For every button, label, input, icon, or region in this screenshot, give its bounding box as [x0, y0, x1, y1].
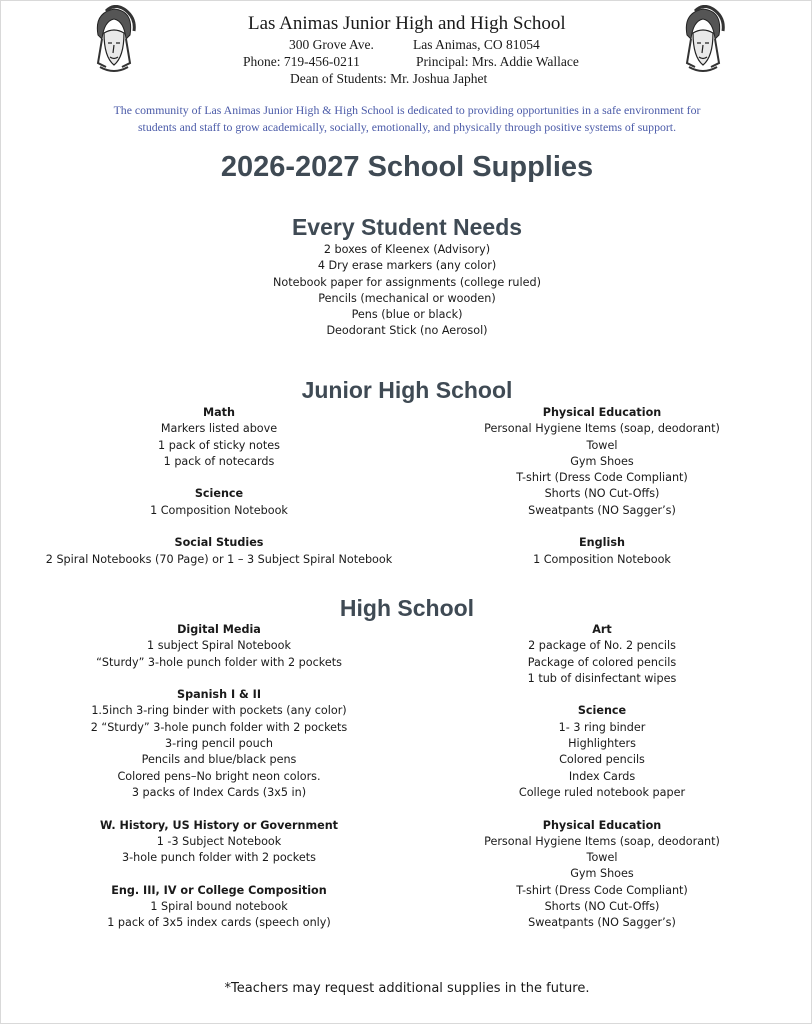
list-item: College ruled notebook paper — [518, 785, 686, 799]
subject-heading: Eng. III, IV or College Composition — [111, 883, 327, 897]
list-item: 2 package of No. 2 pencils — [528, 639, 676, 653]
list-item: 1 tub of disinfectant wipes — [527, 671, 677, 685]
list-item: 2 “Sturdy” 3-hole punch folder with 2 pockets — [90, 720, 348, 734]
list-item: 3 packs of Index Cards (3x5 in) — [131, 785, 307, 799]
subject-heading: English — [579, 536, 625, 550]
list-item: Gym Shoes — [570, 454, 634, 468]
list-item: Shorts (NO Cut-Offs) — [544, 900, 660, 914]
subject-heading: Physical Education — [542, 406, 662, 419]
list-item: 1 pack of sticky notes — [158, 438, 280, 452]
subject-heading: Digital Media — [177, 623, 261, 636]
mission-statement — [61, 102, 753, 136]
dean-of-students: Dean of Students: Mr. Joshua Japhet — [290, 71, 488, 86]
list-item: Shorts (NO Cut-Offs) — [544, 487, 660, 501]
list-item: 1 Composition Notebook — [533, 552, 671, 566]
list-item: Pens (blue or black) — [351, 308, 463, 322]
spartan-mascot-logo-left — [84, 5, 142, 75]
list-item: 1.5inch 3-ring binder with pockets (any color) — [91, 704, 347, 718]
junior-high-right-column — [452, 405, 752, 568]
subject-heading: Spanish I & II — [177, 688, 261, 702]
subject-heading: Social Studies — [174, 536, 264, 550]
list-item: Deodorant Stick (no Aerosol) — [326, 324, 488, 338]
list-item: Pencils (mechanical or wooden) — [318, 291, 496, 305]
spartan-mascot-logo-right — [673, 5, 731, 75]
school-principal: Principal: Mrs. Addie Wallace — [416, 54, 579, 69]
list-item: 1 Composition Notebook — [150, 503, 288, 517]
list-item: Pencils and blue/black pens — [141, 753, 297, 767]
school-phone: Phone: 719-456-0211 — [243, 54, 360, 69]
high-school-left-column — [69, 622, 369, 932]
list-item: 1 -3 Subject Notebook — [156, 834, 282, 848]
mission-line: The community of Las Animas Junior High & High School is dedicated to providing opportunities in a safe environment for — [113, 103, 701, 117]
subject-heading: Art — [592, 623, 612, 636]
list-item: Index Cards — [568, 769, 636, 783]
junior-high-left-column — [19, 405, 419, 568]
list-item: Personal Hygiene Items (soap, deodorant) — [484, 422, 720, 436]
list-item: 2 Spiral Notebooks (70 Page) or 1 – 3 Subject Spiral Notebook — [45, 552, 393, 566]
mission-line: students and staff to grow academically, socially, emotionally, and physically through positive systems of support. — [137, 120, 677, 134]
list-item: Markers listed above — [160, 422, 278, 436]
section-heading-junior-high: Junior High School — [301, 377, 513, 403]
list-item: T-shirt (Dress Code Compliant) — [516, 471, 688, 485]
list-item: 3-hole punch folder with 2 pockets — [122, 851, 316, 865]
every-student-list — [207, 242, 607, 340]
subject-heading: Physical Education — [542, 818, 662, 832]
list-item: 1- 3 ring binder — [558, 720, 646, 734]
list-item: 1 subject Spiral Notebook — [147, 639, 291, 653]
subject-heading: W. History, US History or Government — [99, 818, 339, 832]
list-item: 1 Spiral bound notebook — [150, 900, 288, 914]
school-name: Las Animas Junior High and High School — [248, 13, 566, 34]
school-address: 300 Grove Ave. — [289, 37, 374, 52]
list-item: Towel — [586, 438, 618, 452]
subject-heading: Science — [194, 487, 244, 501]
list-item: Gym Shoes — [570, 867, 634, 881]
list-item: Personal Hygiene Items (soap, deodorant) — [484, 834, 720, 848]
list-item: 1 pack of 3x5 index cards (speech only) — [107, 916, 331, 930]
subject-heading: Science — [577, 704, 627, 718]
list-item: 3-ring pencil pouch — [165, 737, 273, 751]
list-item: 2 boxes of Kleenex (Advisory) — [323, 243, 491, 256]
section-heading-high-school: High School — [339, 595, 475, 621]
list-item: Sweatpants (NO Sagger’s) — [528, 916, 676, 930]
subject-heading: Math — [203, 406, 235, 419]
list-item: Notebook paper for assignments (college ruled) — [273, 275, 541, 289]
list-item: Colored pencils — [559, 753, 645, 767]
school-city: Las Animas, CO 81054 — [413, 37, 540, 52]
list-item: Package of colored pencils — [527, 655, 677, 669]
list-item: “Sturdy” 3-hole punch folder with 2 pockets — [96, 655, 342, 669]
list-item: 1 pack of notecards — [163, 454, 275, 468]
list-item: Colored pens–No bright neon colors. — [117, 769, 321, 783]
list-item: 4 Dry erase markers (any color) — [317, 259, 497, 273]
list-item: Sweatpants (NO Sagger’s) — [528, 503, 676, 517]
section-heading-every-student: Every Student Needs — [291, 214, 523, 240]
list-item: T-shirt (Dress Code Compliant) — [516, 883, 688, 897]
page-title: 2026-2027 School Supplies — [220, 151, 594, 183]
footer-note: *Teachers may request additional supplies in the future. — [224, 981, 590, 996]
high-school-right-column — [452, 622, 752, 932]
list-item: Towel — [586, 851, 618, 865]
list-item: Highlighters — [568, 737, 636, 751]
